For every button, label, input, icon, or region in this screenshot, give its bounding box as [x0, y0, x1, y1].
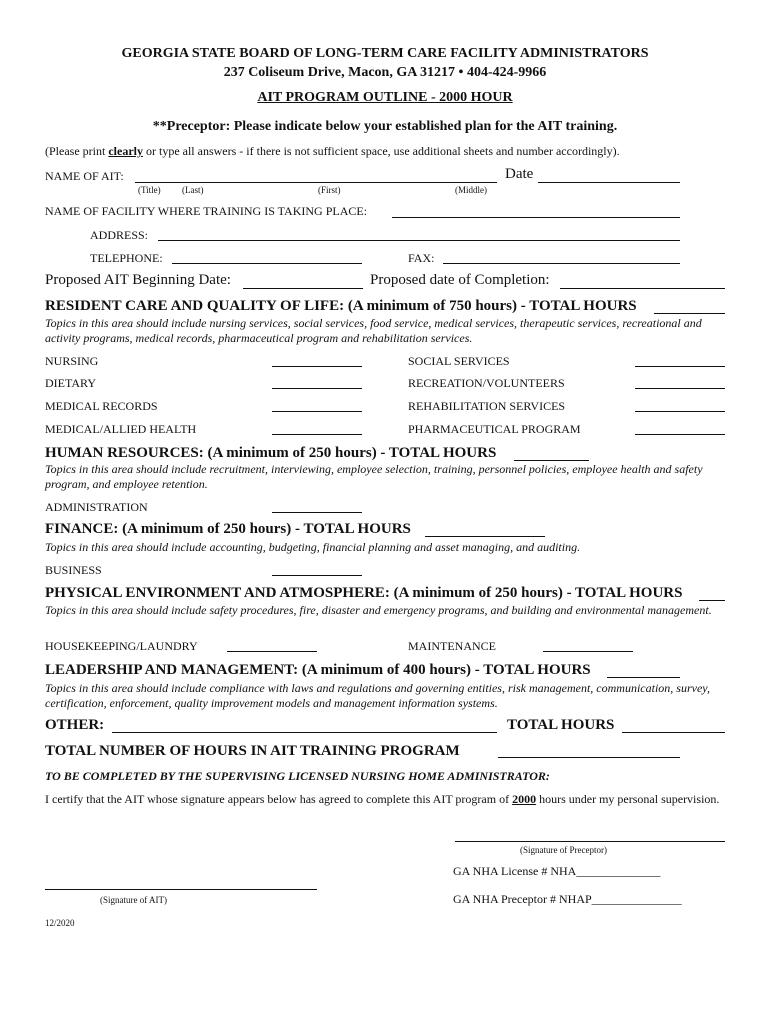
- rehabilitation-hours-field[interactable]: [635, 411, 725, 412]
- item-medical-records: MEDICAL RECORDS: [45, 399, 158, 413]
- item-maintenance: MAINTENANCE: [408, 639, 496, 653]
- telephone-field[interactable]: [172, 263, 362, 264]
- address-field[interactable]: [158, 240, 680, 241]
- completion-date-label: Proposed date of Completion:: [370, 272, 550, 288]
- board-address: 237 Coliseum Drive, Macon, GA 31217 • 404-424-9966: [223, 65, 547, 80]
- item-medical-allied: MEDICAL/ALLIED HEALTH: [45, 422, 197, 436]
- item-dietary: DIETARY: [45, 376, 97, 390]
- item-nursing: NURSING: [45, 354, 99, 368]
- other-total-field[interactable]: [622, 732, 725, 733]
- hr-title: HUMAN RESOURCES: (A minimum of 250 hours) - TOTAL HOURS: [45, 445, 497, 461]
- grand-total-label: TOTAL NUMBER OF HOURS IN AIT TRAINING PROGRAM: [45, 743, 460, 759]
- begin-date-field[interactable]: [243, 288, 363, 289]
- item-pharmaceutical: PHARMACEUTICAL PROGRAM: [408, 422, 581, 436]
- certify-heading: TO BE COMPLETED BY THE SUPERVISING LICENSED NURSING HOME ADMINISTRATOR:: [45, 769, 550, 783]
- physical-total-field[interactable]: [699, 600, 725, 601]
- leadership-total-field[interactable]: [607, 677, 680, 678]
- ait-name-field[interactable]: [135, 182, 497, 183]
- ait-name-label: NAME OF AIT:: [45, 169, 124, 183]
- revision-date: 12/2020: [45, 918, 75, 928]
- preceptor-note: **Preceptor: Please indicate below your established plan for the AIT training.: [152, 119, 618, 134]
- preceptor-signature-caption: (Signature of Preceptor): [520, 845, 607, 855]
- resident-care-title: RESIDENT CARE AND QUALITY OF LIFE: (A minimum of 750 hours) - TOTAL HOURS: [45, 298, 637, 314]
- item-housekeeping: HOUSEKEEPING/LAUNDRY: [45, 639, 198, 653]
- nursing-hours-field[interactable]: [272, 366, 362, 367]
- completion-date-field[interactable]: [560, 288, 725, 289]
- item-social-services: SOCIAL SERVICES: [408, 354, 510, 368]
- business-hours-field[interactable]: [272, 575, 362, 576]
- administration-hours-field[interactable]: [272, 512, 362, 513]
- grand-total-field[interactable]: [498, 757, 680, 758]
- recreation-hours-field[interactable]: [635, 388, 725, 389]
- housekeeping-hours-field[interactable]: [227, 651, 317, 652]
- ait-signature-caption: (Signature of AIT): [100, 895, 167, 905]
- item-rehabilitation: REHABILITATION SERVICES: [408, 399, 566, 413]
- sub-first: (First): [318, 185, 341, 195]
- leadership-topics: Topics in this area should include compliance with laws and regulations and governing entities, risk management, communication, survey, certification, enforcement, quality improvement models and management information systems.: [45, 681, 710, 710]
- finance-title: FINANCE: (A minimum of 250 hours) - TOTAL HOURS: [45, 521, 411, 537]
- item-recreation: RECREATION/VOLUNTEERS: [408, 376, 565, 390]
- date-label: Date: [505, 166, 534, 182]
- program-title: AIT PROGRAM OUTLINE - 2000 HOUR: [257, 90, 513, 105]
- other-total-label: TOTAL HOURS: [507, 717, 615, 733]
- physical-topics: Topics in this area should include safety procedures, fire, disaster and emergency programs, and building and environmental management.: [45, 603, 712, 617]
- preceptor-signature-field[interactable]: [455, 841, 725, 842]
- leadership-title: LEADERSHIP AND MANAGEMENT: (A minimum of 400 hours) - TOTAL HOURS: [45, 662, 591, 678]
- resident-total-field[interactable]: [654, 313, 725, 314]
- medical-allied-hours-field[interactable]: [272, 434, 362, 435]
- sub-last: (Last): [182, 185, 204, 195]
- other-field[interactable]: [112, 732, 497, 733]
- resident-topics: Topics in this area should include nursing services, social services, food service, medical services, therapeutic services, recreational and activity programs, medical records, pharmaceutical program and rehabilitation services.: [45, 316, 702, 345]
- finance-topics: Topics in this area should include accounting, budgeting, financial planning and asset managing, and auditing.: [45, 540, 581, 554]
- facility-name-field[interactable]: [392, 217, 680, 218]
- dietary-hours-field[interactable]: [272, 388, 362, 389]
- begin-date-label: Proposed AIT Beginning Date:: [45, 272, 231, 288]
- address-label: ADDRESS:: [90, 228, 149, 242]
- instructions: (Please print clearly or type all answers - if there is not sufficient space, use additional sheets and number accordingly).: [45, 144, 620, 158]
- nhap-preceptor-number: GA NHA Preceptor # NHAP_______________: [453, 892, 682, 906]
- board-title: GEORGIA STATE BOARD OF LONG-TERM CARE FACILITY ADMINISTRATORS: [121, 46, 649, 61]
- maintenance-hours-field[interactable]: [543, 651, 633, 652]
- certify-text: I certify that the AIT whose signature appears below has agreed to complete this AIT program of 2000 hours under my personal supervision.: [45, 792, 720, 806]
- physical-title: PHYSICAL ENVIRONMENT AND ATMOSPHERE: (A minimum of 250 hours) - TOTAL HOURS: [45, 585, 683, 601]
- hr-topics: Topics in this area should include recruitment, interviewing, employee selection, training, personnel policies, employee health and safety program, and employee retention.: [45, 462, 703, 491]
- finance-total-field[interactable]: [425, 536, 545, 537]
- sub-middle: (Middle): [455, 185, 487, 195]
- nha-license: GA NHA License # NHA______________: [453, 864, 661, 878]
- item-administration: ADMINISTRATION: [45, 500, 148, 514]
- ait-signature-field[interactable]: [45, 889, 317, 890]
- sub-title: (Title): [138, 185, 161, 195]
- fax-label: FAX:: [408, 251, 435, 265]
- telephone-label: TELEPHONE:: [90, 251, 163, 265]
- fax-field[interactable]: [443, 263, 680, 264]
- medical-records-hours-field[interactable]: [272, 411, 362, 412]
- date-field[interactable]: [538, 182, 680, 183]
- item-business: BUSINESS: [45, 563, 102, 577]
- pharmaceutical-hours-field[interactable]: [635, 434, 725, 435]
- other-label: OTHER:: [45, 717, 105, 733]
- hr-total-field[interactable]: [514, 460, 589, 461]
- facility-name-label: NAME OF FACILITY WHERE TRAINING IS TAKING PLACE:: [45, 204, 368, 218]
- social-services-hours-field[interactable]: [635, 366, 725, 367]
